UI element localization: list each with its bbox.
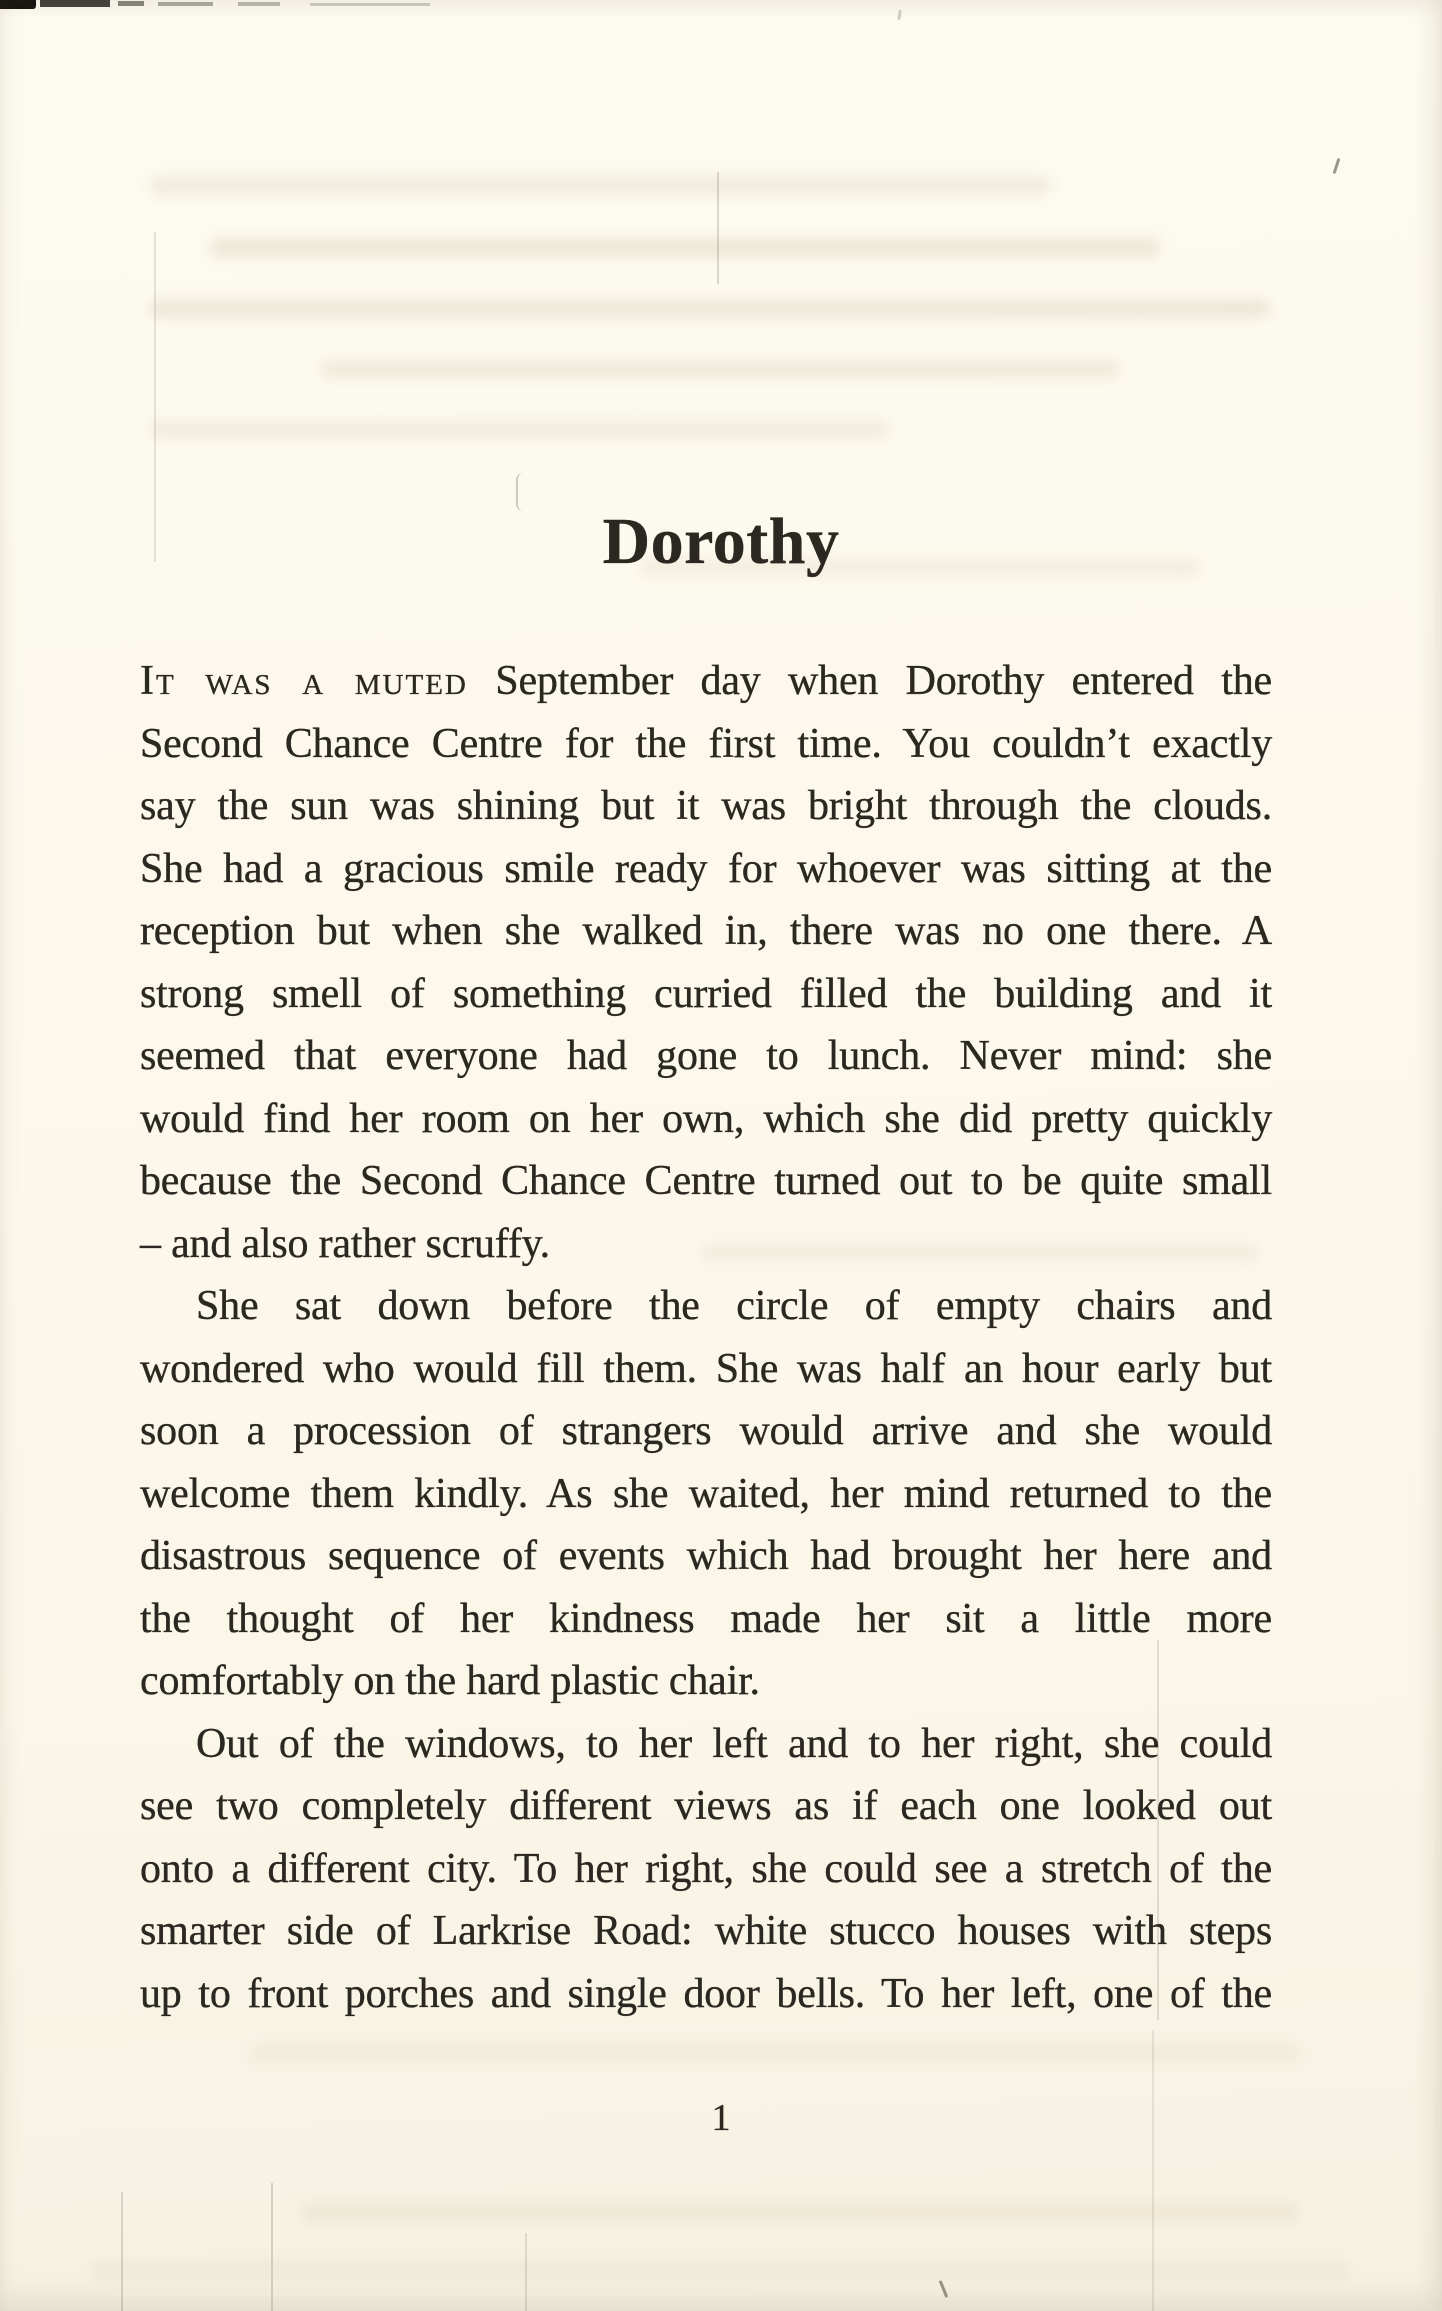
bleed-through-artifact [210, 238, 1160, 257]
bleed-through-artifact [150, 420, 890, 439]
text-line: seemed that everyone had gone to lunch. Never mind: she [140, 1033, 1272, 1079]
text-line: would find her room on her own, which she did pretty quickly [140, 1095, 1272, 1142]
scanner-edge-smudge [238, 2, 280, 6]
text-line: welcome them kindly. As she waited, her mind returned to the [140, 1470, 1272, 1517]
text-line: onto a different city. To her right, she could see a stretch of the [140, 1845, 1272, 1892]
scanner-edge-smudge [158, 2, 213, 6]
ink-speck [939, 2280, 949, 2298]
bleed-through-artifact [320, 360, 1120, 379]
scanner-edge-smudge [310, 3, 430, 6]
paragraph [140, 1713, 1272, 2026]
text-line: She had a gracious smile ready for whoever was sitting at the [140, 845, 1272, 892]
text-line: because the Second Chance Centre turned out to be quite small [140, 1158, 1272, 1204]
scanner-edge-smudge [40, 0, 110, 7]
bleed-through-artifact [150, 299, 1270, 318]
text-line: disastrous sequence of events which had brought her here and [140, 1533, 1272, 1579]
text-line: wondered who would fill them. She was half an hour early but [140, 1345, 1272, 1392]
text-line: strong smell of something curried filled the building and it [140, 970, 1272, 1017]
body-text [140, 650, 1272, 2025]
scanner-edge-smudge [0, 0, 36, 9]
text-line: say the sun was shining but it was bright through the clouds. [140, 783, 1272, 829]
text-line: Out of the windows, to her left and to her right, she could [196, 1720, 1272, 1767]
paper-crease [271, 2183, 273, 2311]
ink-speck [1333, 158, 1341, 174]
chapter-title: Dorothy [602, 505, 840, 579]
paragraph [140, 1275, 1272, 1713]
text-line: reception but when she walked in, there was no one there. A [140, 908, 1272, 954]
text-line: It was a muted September day when Dorothy entered the [140, 658, 1272, 704]
bleed-through-artifact [150, 176, 1050, 195]
text-line: She sat down before the circle of empty chairs and [196, 1283, 1272, 1329]
page-number: 1 [711, 2097, 731, 2139]
text-line: see two completely different views as if each one looked out [140, 1783, 1272, 1829]
paragraph [140, 650, 1272, 1275]
bleed-through-artifact [90, 2260, 1350, 2279]
text-line: smarter side of Larkrise Road: white stucco houses with steps [140, 1908, 1272, 1954]
scanner-edge-smudge [118, 1, 144, 6]
small-caps-opening: It was a muted [140, 658, 468, 704]
text-line: comfortably on the hard plastic chair. [140, 1658, 760, 1704]
bleed-through-artifact [300, 2203, 1300, 2222]
paper-crease [121, 2192, 123, 2311]
paper-crease [525, 2233, 527, 2311]
text-line: the thought of her kindness made her sit a little more [140, 1595, 1272, 1642]
bleed-through-artifact [250, 2043, 1300, 2062]
paper-crease [1152, 2030, 1154, 2311]
paper-crease [717, 172, 719, 284]
ink-speck [897, 10, 901, 20]
text-line: soon a procession of strangers would arrive and she would [140, 1408, 1272, 1454]
text-line: Second Chance Centre for the first time. You couldn’t exactly [140, 720, 1272, 767]
text-line: – and also rather scruffy. [140, 1220, 550, 1267]
text-line: up to front porches and single door bells. To her left, one of the [140, 1970, 1272, 2017]
